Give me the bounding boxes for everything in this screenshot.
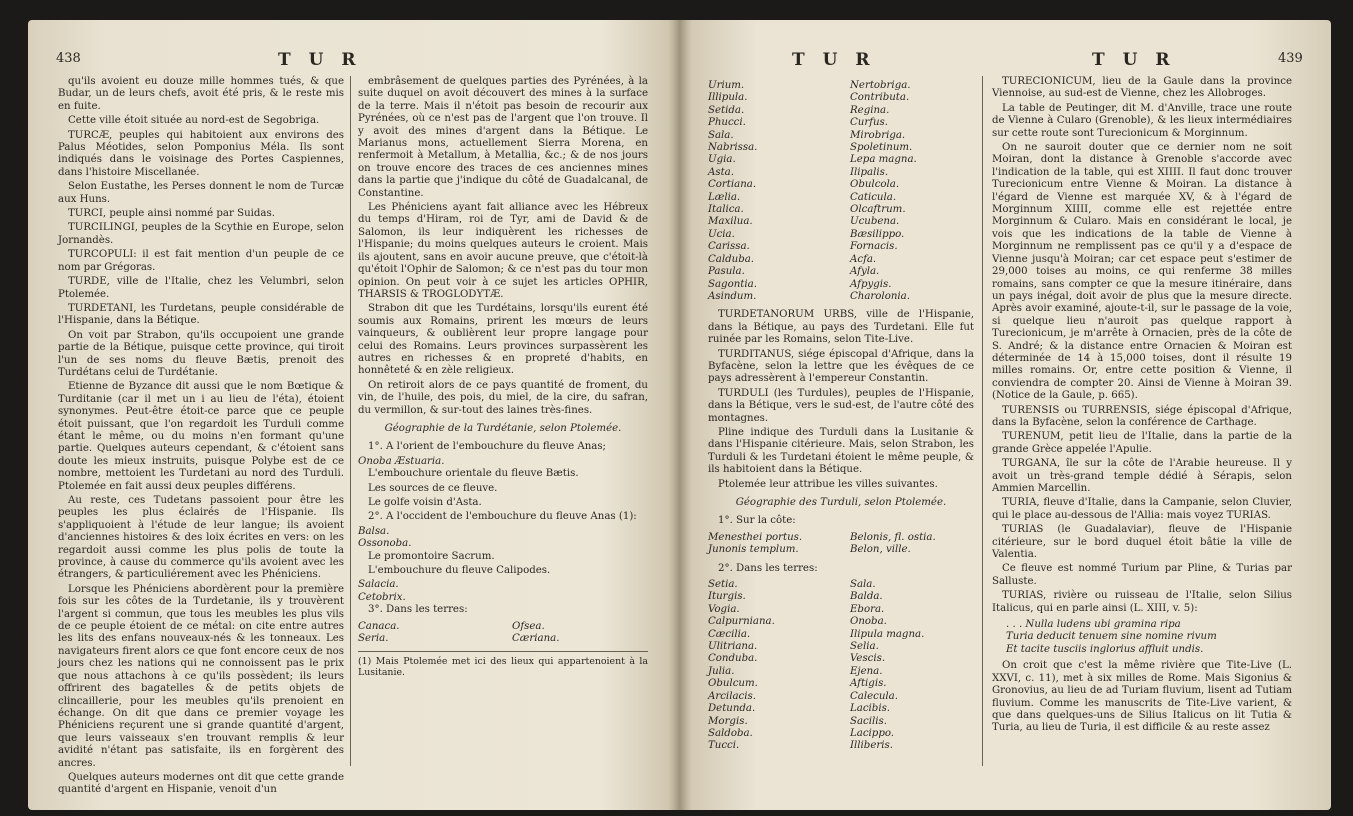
sec3-list — [358, 621, 648, 646]
place-name: Salacia. — [358, 579, 399, 591]
sec1-items — [358, 456, 648, 468]
left-column-divider — [350, 76, 351, 766]
place-name: Calpurniana. — [708, 616, 775, 628]
paragraph: embrâsement de quelques parties des Pyrénées, à la suite duquel on avoit découvert des mines à la surface de la terre. Mais il n'étoit pas besoin de recourir aux Pyrénées, où ce n'est pas de l'argent que l'on trouve. Il y avoit des mines d'argent dans la Bétique. Le Marianus mons, actuellement Sierra Morena, en renfermoit à Metallum, à Metallia, &c.; & de nos jours on trouve encore des traces de ces anciennes mines dans la partie que j'indique du côté de Guadalcanal, de Constantine. — [358, 76, 648, 199]
place-name: Setida. — [708, 104, 745, 116]
sec3-intro: 3°. Dans les terres: — [368, 604, 468, 616]
place-name: Ucubena. — [850, 216, 900, 228]
paragraph: TURECIONICUM, lieu de la Gaule dans la province Viennoise, au sud-est de Vienne, chez les Allobroges. — [992, 76, 1292, 100]
place-name: Lacippo. — [850, 727, 895, 739]
place-name: Cæcilia. — [708, 628, 751, 640]
place-name: Ilipula magna. — [850, 628, 925, 640]
place-name: Cortiana. — [708, 179, 757, 191]
geo-line: Le golfe voisin d'Asta. — [368, 497, 482, 508]
place-name: Lepa magna. — [850, 154, 917, 166]
right-page — [680, 20, 1331, 810]
book-spread — [28, 20, 1331, 810]
place-name: Detunda. — [708, 703, 756, 715]
place-name: Illiberis. — [850, 740, 893, 752]
place-name: Contributa. — [850, 92, 910, 104]
place-name: Illipula. — [708, 92, 748, 104]
paragraph: Quelques auteurs modernes ont dit que cette grande quantité d'argent en Hispanie, venoit d'un — [58, 771, 344, 796]
place-name: Sagontia. — [708, 278, 757, 290]
right-column-1 — [708, 76, 974, 759]
place-list-top — [708, 80, 974, 303]
right-column-divider — [982, 76, 983, 766]
verse-line: Turia deducit tenuem sine nomine rivum — [1006, 631, 1217, 643]
paragraph: Au reste, ces Tudetans passoient pour être les peuples les plus éclairés de l'Hispanie. Ils s'appliquoient à l'étude de leur langue; ils avoient d'anciennes histoires & des loix écrites en vers: on les regardoit aussi comme les plus polis de toute la province, à cause du commerce qu'ils avoient avec les étrangers, & particuliérement avec les Phéniciens. — [58, 495, 344, 581]
paragraph: Les Phéniciens ayant fait alliance avec les Hébreux du temps d'Hiram, roi de Tyr, ami de David & de Salomon, ils leur indiquèrent les richesses de l'Hispanie; du moins quelques auteurs le croient. Mais ils ajoutent, sans en avoir aucune preuve, que c'étoit-là qu'étoit l'Ophir de Salomon; & ce n'est pas du tour mon opinion. On peut voir à ce sujet les articles OPHIR, THARSIS & TROGLODYTÆ. — [358, 202, 648, 300]
sec1-lines — [358, 468, 648, 509]
place-name: Asindum. — [708, 290, 757, 302]
coast-list — [708, 532, 974, 557]
geo-title-turdetanie: Géographie de la Turdétanie, selon Ptolemée. — [384, 422, 622, 434]
paragraph: Etienne de Byzance dit aussi que le nom Bœtique & Turditanie (car il met un i au lieu de l'éta), étoient synonymes. Peut-être étoit-ce parce que ce peuple étoit puissant, que l'on regardoit les Turduli comme étant le même, ou du moins n'en formant qu'une partie. Quelques auteurs cependant, & c'étoient sans doute les mieux instruits, puisque Polybe est de ce nombre, mettoient les Turdetani au nord des Turduli. Ptolemée en fait aussi deux peuples différens. — [58, 381, 344, 492]
place-name: Phucci. — [708, 117, 746, 129]
right-column-1-text — [708, 309, 974, 491]
place-name: Cetobrix. — [358, 591, 406, 603]
paragraph: TURIAS (le Guadalaviar), fleuve de l'Hispanie citérieure, sur le bord duquel étoit bâtie la ville de Valentia. — [992, 524, 1292, 561]
paragraph: On ne sauroit douter que ce dernier nom ne soit Moiran, dont la distance à Grenoble s'accorde avec l'indication de la table, qui est XIIII. Il faut donc trouver Turecionicum entre Vienne & Moiran. La distance à l'égard de Vienne est marquée XV, & à l'égard de Morginnum XIIII, comme elle est rejettée entre Morginnum & Cularo. Mais en considérant le local, je vois que les indications de la table de Vienne à Morginnum ne remplissent pas ce qu'il y a d'espace de Vienne jusqu'à Moiran; car cet espace peut s'estimer de 29,000 toises au moins, ce qui renferme 38 milles romains, sans compter ce que la mesure itinéraire, dans un pays inégal, doit avoir de plus que la mesure directe. Après avoir examiné, ajoute-t-il, sur le passage de la voie, si quelque lieu n'auroit pas quelque rapport à Turecionicum, je m'arrête à Ornacien, près de la côte de S. André; & la distance entre Ornacien & Moiran est déterminée de 14 à 15,000 toises, dont il résulte 19 milles romains. Or, entre cette position & Vienne, il conviendra de compter 20. Ainsi de Vienne à Moiran 39. (Notice de la Gaule, p. 665). — [992, 142, 1292, 402]
place-name: Belon, ville. — [850, 544, 911, 556]
place-name: Canaca. — [358, 620, 400, 632]
paragraph: On voit par Strabon, qu'ils occupoient une grande partie de la Bétique, puisque cette province, qui tiroit l'un de ses noms du fleuve Bætis, prenoit des Turdétans celui de Turdétanie. — [58, 329, 344, 378]
paragraph: La table de Peutinger, dit M. d'Anville, trace une route de Vienne à Cularo (Grenoble), & les lieux intermédiaires sur cette route sont Turecionicum & Morginnum. — [992, 102, 1292, 139]
place-name: Cæriana. — [512, 633, 560, 645]
right-running-head: T U R — [792, 50, 876, 70]
paragraph: Strabon dit que les Turdétains, lorsqu'ils eurent été soumis aux Romains, prirent les mœurs de leurs vainqueurs, & oublièrent leur propre langage pour celui des Romains. Leurs provinces surpassèrent les autres en richesses & en propreté d'habits, en honnêteté & en zèle religieux. — [358, 303, 648, 377]
place-name: Afpygis. — [850, 278, 892, 290]
place-name: Ossonoba. — [358, 538, 412, 550]
left-column-2 — [358, 76, 648, 678]
place-name: Lælia. — [708, 191, 741, 203]
place-name: Selia. — [850, 641, 879, 653]
footnote: (1) Mais Ptolemée met ici des lieux qui appartenoient à la Lusitanie. — [358, 656, 648, 679]
left-page — [28, 20, 679, 810]
paragraph: TURCI, peuple ainsi nommé par Suidas. — [68, 208, 275, 220]
place-name: Conduba. — [708, 653, 758, 665]
sec2-lines — [358, 551, 648, 578]
footnote-rule — [358, 651, 648, 652]
place-name: Balsa. — [358, 525, 390, 537]
paragraph: Cette ville étoit située au nord-est de Segobriga. — [68, 115, 320, 127]
paragraph: TURDITANUS, siége épiscopal d'Afrique, dans la Byfacène, selon la lettre que les évêques de ce pays adressèrent à l'empereur Constantin. — [708, 348, 974, 385]
place-name: Maxilua. — [708, 216, 753, 228]
left-column-2-text — [358, 76, 648, 417]
place-name: Caticula. — [850, 191, 897, 203]
place-name: Obulcum. — [708, 678, 758, 690]
place-name: Iturgis. — [708, 591, 746, 603]
paragraph: Lorsque les Phéniciens abordèrent pour la première fois sur les côtes de la Turdetanie, ils y trouvèrent l'argent si commun, que tous les meubles les plus vils de ce peuple étoient de ce métal: on cite entre autres les lits des enfans nouveaux-nés & les tonneaux. Les navigateurs firent alors ce que font encore ceux de nos jours chez les nations qui ne connoissent pas le prix que nous attachons à ce qu'ils possèdent; ils leurs offrirent des bagatelles & de petits objets de clincaillerie, pour les meubles qu'ils prenoient en échange. On dit que dans ce premier voyage les Phéniciens reçurent une si grande quantité d'argent, que leurs vaisseaux s'en trouvant remplis & leur avidité n'étant pas satisfaite, ils en forgèrent des ancres. — [58, 583, 344, 769]
paragraph: qu'ils avoient eu douze mille hommes tués, & que Budar, un de leurs chefs, avoit été pris, & le reste mis en fuite. — [58, 76, 344, 112]
paragraph: Pline indique des Turduli dans la Lusitanie & dans l'Hispanie citérieure. Mais, selon Strabon, les Turduli & les Turdetani étoient le même peuple, & ils habitoient dans la Bétique. — [708, 426, 974, 476]
place-name: Fornacis. — [850, 241, 898, 253]
place-name: Curfus. — [850, 117, 889, 129]
place-name: Morgis. — [708, 715, 748, 727]
left-running-head: T U R — [278, 50, 362, 70]
verse-line: Et tacite tusciis inglorius affluit undis. — [1006, 643, 1204, 655]
paragraph: TURENUM, petit lieu de l'Italie, dans la partie de la grande Grèce appelée l'Apulie. — [992, 431, 1292, 455]
sec2-items — [358, 526, 648, 551]
geo-line: Les sources de ce fleuve. — [368, 482, 498, 494]
place-name: Obulcola. — [850, 179, 900, 191]
place-name: Ucia. — [708, 228, 735, 240]
inland-intro: 2°. Dans les terres: — [718, 562, 818, 574]
right-column-2 — [992, 76, 1292, 737]
paragraph: On retiroit alors de ce pays quantité de froment, du vin, de l'huile, des pois, du miel, de la cire, du safran, du vermillon, & sur-tout des laines très-fines. — [358, 379, 648, 416]
place-name: Calecula. — [850, 690, 898, 702]
place-name: Ebora. — [850, 603, 885, 615]
place-name: Mirobriga. — [850, 129, 906, 141]
geo-line: Le promontoire Sacrum. — [368, 550, 495, 562]
place-name: Aftigis. — [850, 678, 887, 690]
place-name: Sala. — [708, 129, 734, 141]
place-name: Urium. — [708, 80, 745, 91]
place-name: Olcaftrum. — [850, 204, 906, 216]
place-name: Seria. — [358, 633, 389, 645]
geo-title-turduli: Géographie des Turduli, selon Ptolemée. — [735, 497, 947, 508]
paragraph: TURDETANORUM URBS, ville de l'Hispanie, dans la Bétique, au pays des Turdetani. Elle fut ruinée par les Romains, selon Tite-Live. — [708, 309, 974, 346]
place-name: Junonis templum. — [708, 544, 799, 556]
place-name: Vogia. — [708, 603, 740, 615]
paragraph: Ptolemée leur attribue les villes suivantes. — [718, 478, 938, 490]
left-page-number: 438 — [56, 51, 81, 66]
right-column-2-text — [992, 76, 1292, 615]
coast-intro: 1°. Sur la côte: — [718, 515, 796, 527]
sec2-intro: 2°. A l'occident de l'embouchure du fleuve Anas (1): — [368, 511, 637, 523]
place-name: Menesthei portus. — [708, 531, 803, 543]
left-column-1 — [58, 76, 344, 799]
place-name: Afyla. — [850, 266, 880, 278]
place-name: Acfa. — [850, 253, 877, 265]
place-name: Nertobriga. — [850, 80, 911, 91]
geo-line: L'embouchure orientale du fleuve Bætis. — [368, 468, 579, 480]
verse-quote — [1006, 619, 1292, 656]
place-name: Nabrissa. — [708, 142, 758, 154]
place-name: Arcilacis. — [708, 690, 756, 702]
place-name: Ofsea. — [512, 620, 545, 632]
place-name: Italica. — [708, 204, 744, 216]
place-name: Charolonia. — [850, 290, 910, 302]
place-name: Sala. — [850, 579, 876, 591]
place-name: Ilipalis. — [850, 166, 889, 178]
sec1-intro: 1°. A l'orient de l'embouchure du fleuve Anas; — [368, 441, 606, 453]
place-name: Regina. — [850, 104, 890, 116]
paragraph: TURCILINGI, peuples de la Scythie en Europe, selon Jornandès. — [58, 222, 344, 246]
place-name: Lacibis. — [850, 703, 891, 715]
place-name: Saldoba. — [708, 727, 753, 739]
right-running-head-2: T U R — [1092, 50, 1176, 70]
paragraph: TURDULI (les Turdules), peuples de l'Hispanie, dans la Bétique, vers le sud-est, de l'autre côté des montagnes. — [708, 387, 974, 424]
place-name: Ejena. — [850, 665, 883, 677]
place-name: Ugia. — [708, 154, 736, 166]
verse-line: . . . Nulla ludens ubi gramina ripa — [1006, 619, 1181, 631]
place-name: Onoba. — [850, 616, 887, 628]
right-column-2-end: On croit que c'est la même rivière que Tite-Live (L. XXVI, c. 11), met à six milles de Rome. Mais Sigonius & Gronovius, au lieu de ad Turiam fluvium, lisent ad Tutiam fluvium. Comme les manuscrits de Tite-Live varient, & que dans quelques-uns de Silius Italicus on lit Tutia & Turia, au lieu de Turia, il est difficile & au reste assez — [992, 660, 1292, 734]
paragraph: TURIAS, rivière ou ruisseau de l'Italie, selon Silius Italicus, qui en parle ainsi (L. XIII, v. 5): — [992, 590, 1292, 614]
paragraph: TURDE, ville de l'Italie, chez les Velumbri, selon Ptolemée. — [58, 276, 344, 300]
paragraph: TURGANA, île sur la côte de l'Arabie heureuse. Il y avoit un très-grand temple dédié à Sérapis, selon Ammien Marcellin. — [992, 458, 1292, 494]
paragraph: TURIA, fleuve d'Italie, dans la Campanie, selon Cluvier, qui le place au-dessous de l'Allia: mais voyez TURIAS. — [992, 497, 1292, 521]
place-name: Asta. — [708, 166, 734, 178]
place-name: Onoba Æstuaria. — [358, 455, 445, 467]
place-name: Julia. — [708, 665, 735, 677]
place-name: Sacilis. — [850, 715, 887, 727]
place-name: Belonis, fl. ostia. — [850, 531, 936, 543]
paragraph: TURDETANI, les Turdetans, peuple considérable de l'Hispanie, dans la Bétique. — [58, 302, 344, 327]
paragraph: TURENSIS ou TURRENSIS, siége épiscopal d'Afrique, dans la Byfacène, selon la conférence de Carthage. — [992, 404, 1292, 428]
place-name: Calduba. — [708, 253, 755, 265]
right-page-number: 439 — [1278, 51, 1303, 66]
geo-line: L'embouchure du fleuve Calipodes. — [368, 565, 551, 577]
place-name: Vescis. — [850, 653, 886, 665]
place-name: Ulitriana. — [708, 641, 758, 653]
paragraph: Ce fleuve est nommé Turium par Pline, & Turias par Salluste. — [992, 563, 1292, 587]
place-name: Spoletinum. — [850, 142, 913, 154]
place-name: Tucci. — [708, 740, 740, 752]
place-name: Pasula. — [708, 266, 745, 278]
sec2-items-b — [358, 579, 648, 604]
paragraph: TURCÆ, peuples qui habitoient aux environs des Palus Méotides, selon Pomponius Méla. Ils sont indiqués dans le voisinage des Portes Caspiennes, dans l'histoire Miscellanée. — [58, 129, 344, 178]
place-name: Setia. — [708, 579, 738, 591]
place-name: Bæsilippo. — [850, 228, 905, 240]
place-name: Carissa. — [708, 241, 750, 253]
paragraph: TURCOPULI: il est fait mention d'un peuple de ce nom par Grégoras. — [58, 249, 344, 273]
paragraph: Selon Eustathe, les Perses donnent le nom de Turcæ aux Huns. — [58, 181, 344, 205]
place-name: Balda. — [850, 591, 883, 603]
inland-list — [708, 579, 974, 753]
